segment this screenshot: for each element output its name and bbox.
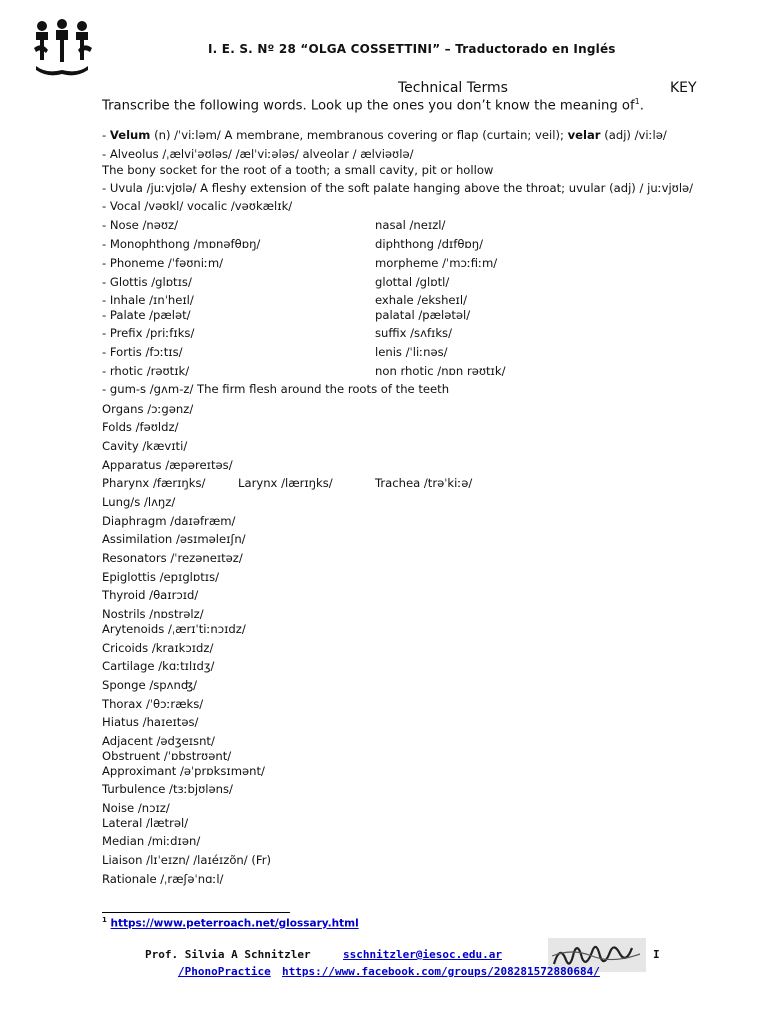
entry-velum (102, 128, 667, 142)
entry-velum-def: (n) /ˈviːləm/ A membrane, membranous covering or flap (curtain; veil); (150, 128, 568, 142)
key-label: KEY (670, 80, 697, 96)
entry-diphthong: diphthong /dɪfθɒŋ/ (375, 237, 484, 251)
entry-suffix: suffix /sʌfɪks/ (375, 326, 453, 340)
entry-folds: Folds /fəʊldz/ (102, 420, 179, 434)
entry-hiatus: Hiatus /haɪeɪtəs/ (102, 715, 199, 729)
footnote-number: 1 (102, 916, 107, 924)
instruction-body: Transcribe the following words. Look up the ones you don’t know the meaning of (102, 98, 635, 114)
footer-email-link[interactable]: sschnitzler@iesoc.edu.ar (343, 948, 502, 961)
entry-prefix: - Prefix /priːfɪks/ (102, 326, 195, 340)
footer-trailing-mark: I (653, 948, 660, 961)
entry-turbulence: Turbulence /tɜːbjʊləns/ (102, 782, 233, 796)
footer-phonopractice-link[interactable]: /PhonoPractice (178, 965, 271, 978)
entry-thorax: Thorax /ˈθɔːræks/ (102, 697, 204, 711)
entry-nasal: nasal /neɪzl/ (375, 218, 446, 232)
entry-velar-def: (adj) /viːlə/ (600, 128, 667, 142)
entry-epiglottis: Epiglottis /epɪglɒtɪs/ (102, 570, 220, 584)
entry-palate: - Palate /pælət/ (102, 308, 191, 322)
page-title: Technical Terms (398, 80, 508, 96)
entry-adjacent: Adjacent /ədʒeɪsnt/ (102, 734, 215, 748)
entry-exhale: exhale /eksheɪl/ (375, 293, 467, 307)
footnote-link[interactable]: https://www.peterroach.net/glossary.html (110, 917, 359, 930)
footer-author: Prof. Silvia A Schnitzler (145, 948, 311, 961)
entry-liaison: Liaison /lɪˈeɪzn/ /laɪéɪzõn/ (Fr) (102, 853, 271, 867)
institution-header: I. E. S. Nº 28 “OLGA COSSETTINI” – Traductorado en Inglés (208, 42, 616, 56)
entry-glottal: glottal /glɒtl/ (375, 275, 450, 289)
entry-assimilation: Assimilation /əsɪməleɪʃn/ (102, 532, 246, 546)
term-velum: Velum (109, 128, 151, 142)
entry-inhale: - Inhale /ɪnˈheɪl/ (102, 293, 194, 307)
footnote-divider (102, 912, 290, 913)
footnote-ref[interactable]: 1 (634, 97, 640, 106)
entry-noise: Noise /nɔɪz/ (102, 801, 170, 815)
entry-obstruent: Obstruent /ˈɒbstrʊənt/ (102, 749, 232, 763)
entry-nostrils: Nostrils /nɒstrəlz/ (102, 607, 204, 621)
entry-glottis: - Glottis /glɒtɪs/ (102, 275, 192, 289)
entry-lenis: lenis /ˈliːnəs/ (375, 345, 448, 359)
entry-rationale: Rationale /ˌræʃəˈnɑːl/ (102, 872, 224, 886)
entry-cartilage: Cartilage /kɑːtɪlɪdʒ/ (102, 659, 215, 673)
entry-nonrhotic: non rhotic /nɒn rəʊtɪk/ (375, 364, 506, 378)
entry-vocal: - Vocal /vəʊkl/ vocalic /vəʊkælɪk/ (102, 199, 293, 213)
entry-morpheme: morpheme /ˈmɔːfiːm/ (375, 256, 498, 270)
entry-phoneme: - Phoneme /ˈfəʊniːm/ (102, 256, 224, 270)
entry-nose: - Nose /nəʊz/ (102, 218, 179, 232)
entry-uvula: - Uvula /juːvjʊlə/ A fleshy extension of the soft palate hanging above the throat; uvular (adj) / juːvjʊlə/ (102, 181, 694, 195)
entry-approximant: Approximant /əˈprɒksɪmənt/ (102, 764, 265, 778)
term-velar: velar (567, 128, 601, 142)
entry-apparatus: Apparatus /æpəreɪtəs/ (102, 458, 233, 472)
entry-trachea: Trachea /trəˈkiːə/ (375, 476, 473, 490)
entry-thyroid: Thyroid /θaɪrɔɪd/ (102, 588, 199, 602)
entry-diaphragm: Diaphragm /daɪəfræm/ (102, 514, 236, 528)
entry-alveolus-definition: The bony socket for the root of a tooth; a small cavity, pit or hollow (102, 163, 494, 177)
entry-median: Median /miːdɪən/ (102, 834, 201, 848)
entry-arytenoids: Arytenoids /ˌærɪˈtiːnɔɪdz/ (102, 622, 246, 636)
entry-cavity: Cavity /kævɪti/ (102, 439, 188, 453)
entry-monophthong: - Monophthong /mɒnəfθɒŋ/ (102, 237, 261, 251)
entry-gums: - gum-s /gʌm-z/ The firm flesh around the roots of the teeth (102, 382, 450, 396)
entry-palatal: palatal /pælətəl/ (375, 308, 471, 322)
footnote (102, 916, 359, 930)
entry-fortis: - Fortis /fɔːtɪs/ (102, 345, 183, 359)
institution-logo (32, 18, 94, 76)
footer-facebook-link[interactable]: https://www.facebook.com/groups/208281572880684/ (282, 965, 600, 978)
entry-lungs: Lung/s /lʌŋz/ (102, 495, 176, 509)
entry-lateral: Lateral /lætrəl/ (102, 816, 189, 830)
entry-cricoids: Cricoids /kraɪkɔɪdz/ (102, 641, 214, 655)
entry-larynx: Larynx /lærɪŋks/ (238, 476, 333, 490)
entry-velum-dash: - (102, 128, 110, 142)
entry-alveolus: - Alveolus /ˌælviˈəʊləs/ /ælˈviːələs/ alveolar / ælviəʊlə/ (102, 147, 414, 161)
entry-rhotic: - rhotic /rəʊtɪk/ (102, 364, 190, 378)
entry-sponge: Sponge /spʌnʤ/ (102, 678, 198, 692)
entry-resonators: Resonators /ˈrezəneɪtəz/ (102, 551, 243, 565)
instruction-text: Transcribe the following words. Look up the ones you don’t know the meaning $of^1$. (102, 97, 644, 114)
entry-pharynx: Pharynx /færɪŋks/ (102, 476, 206, 490)
entry-organs: Organs /ɔːgənz/ (102, 402, 194, 416)
